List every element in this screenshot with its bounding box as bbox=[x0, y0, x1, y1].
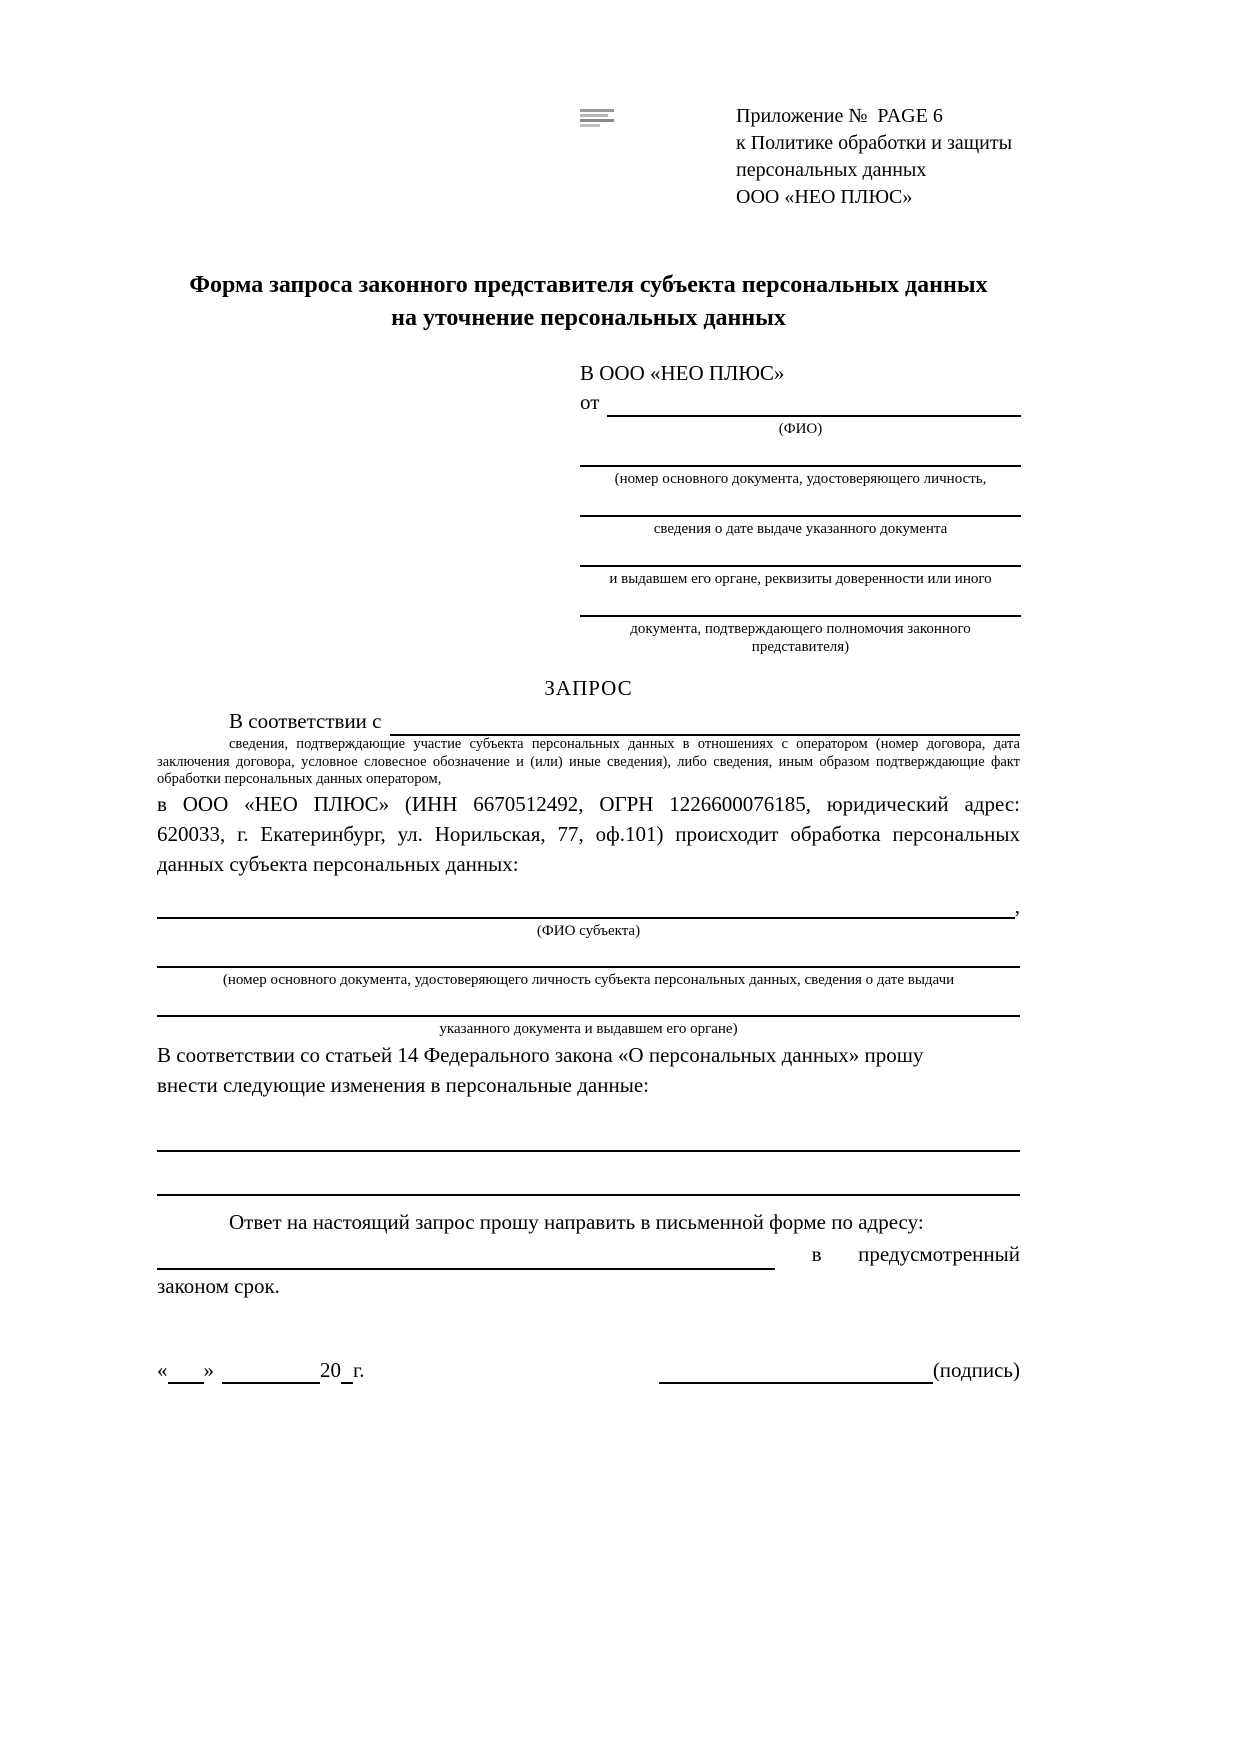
doc-caption-2: сведения о дате выдаче указанного документа bbox=[653, 521, 948, 537]
fine-print-line-3: обработки персональных данных оператором, bbox=[157, 771, 442, 787]
date-year: 20 bbox=[320, 1357, 341, 1382]
subject-doc-blank-line-1 bbox=[157, 940, 1020, 968]
addressee-block bbox=[580, 359, 1021, 656]
doc-blank-line-4 bbox=[580, 588, 1021, 617]
footer-row bbox=[157, 1356, 1020, 1384]
doc-caption-3: и выдавшем его органе, реквизиты доверенности или иного bbox=[609, 571, 992, 587]
subject-doc-caption-2: указанного документа и выдавшем его органе) bbox=[439, 1020, 738, 1037]
trailing-comma: , bbox=[1014, 893, 1020, 918]
accordance-row bbox=[157, 707, 1020, 736]
date-open-quote: « bbox=[157, 1357, 168, 1382]
date-year-era: г. bbox=[353, 1357, 365, 1382]
doc-caption-1: (номер основного документа, удостоверяющего личность, bbox=[614, 471, 987, 487]
subject-fio-caption: (ФИО субъекта) bbox=[536, 922, 641, 939]
article-line-1: В соответствии со статьей 14 Федерального закона «О персональных данных» прошу bbox=[157, 1042, 924, 1067]
request-heading: ЗАПРОС bbox=[544, 676, 633, 700]
doc-blank-line-1 bbox=[580, 438, 1021, 467]
header-row bbox=[157, 103, 1020, 211]
response-in-word: в bbox=[811, 1241, 822, 1266]
date-close-quote: » bbox=[203, 1357, 214, 1382]
signature-group bbox=[659, 1356, 1020, 1384]
article-paragraph bbox=[157, 1040, 1020, 1100]
from-row bbox=[580, 388, 1021, 417]
date-month-blank bbox=[222, 1364, 320, 1384]
article-line-2: внести следующие изменения в персональные данные: bbox=[157, 1072, 649, 1097]
changes-blank-line-1 bbox=[157, 1110, 1020, 1152]
addressee-to: В ООО «НЕО ПЛЮС» bbox=[580, 361, 785, 385]
title-line-2: на уточнение персональных данных bbox=[391, 305, 786, 331]
accordance-blank-line bbox=[390, 710, 1021, 736]
address-blank-line bbox=[157, 1244, 775, 1270]
doc-blank-line-2 bbox=[580, 488, 1021, 517]
appendix-line: персональных данных bbox=[736, 159, 927, 181]
fio-caption: (ФИО) bbox=[778, 421, 823, 437]
field-code-icon bbox=[580, 109, 614, 129]
response-stipulated-word: предусмотренный bbox=[858, 1241, 1020, 1266]
date-year-blank bbox=[341, 1364, 353, 1384]
operator-line-1: в ООО «НЕО ПЛЮС» (ИНН 6670512492, ОГРН 1226600076185, юридический адрес: bbox=[157, 791, 1020, 816]
operator-line-3: данных субъекта персональных данных: bbox=[157, 851, 519, 876]
appendix-line: ООО «НЕО ПЛЮС» bbox=[736, 186, 913, 208]
subject-doc-caption-1: (номер основного документа, удостоверяющего личность субъекта персональных данных, сведения о дате выдачи bbox=[222, 971, 955, 988]
operator-paragraph bbox=[157, 789, 1020, 879]
fine-print bbox=[157, 736, 1020, 789]
fine-print-line-2: заключения договора, условное словесное обозначение и (или) иные сведения), либо сведения, иным образом подтверждающие факт bbox=[157, 753, 1020, 770]
doc-blank-line-3 bbox=[580, 538, 1021, 567]
subject-doc-blank-line-2 bbox=[157, 989, 1020, 1017]
signature-caption: (подпись) bbox=[932, 1357, 1020, 1382]
fine-print-line-1: сведения, подтверждающие участие субъекта персональных данных в отношениях с оператором (номер договора, дата bbox=[229, 736, 1020, 752]
response-block bbox=[157, 1206, 1020, 1302]
title-line-1: Форма запроса законного представителя субъекта персональных данных bbox=[189, 272, 988, 298]
page-title bbox=[157, 269, 1020, 335]
date-day-blank bbox=[168, 1364, 204, 1384]
response-address-row bbox=[157, 1238, 1020, 1270]
response-intro: Ответ на настоящий запрос прошу направить в письменной форме по адресу: bbox=[229, 1209, 924, 1234]
from-blank-line bbox=[607, 391, 1021, 417]
appendix-line: к Политике обработки и защиты bbox=[736, 132, 1013, 154]
changes-blank-line-2 bbox=[157, 1152, 1020, 1196]
appendix-note bbox=[736, 103, 1012, 211]
subject-fio-row bbox=[157, 893, 1020, 919]
subject-fio-blank-line bbox=[157, 895, 1015, 919]
from-label: от bbox=[580, 390, 600, 414]
accordance-label: В соответствии с bbox=[229, 709, 382, 733]
signature-blank-line bbox=[659, 1360, 933, 1384]
doc-caption-4: документа, подтверждающего полномочия законного представителя) bbox=[630, 621, 971, 655]
response-tail: законом срок. bbox=[157, 1273, 280, 1298]
appendix-line: Приложение № PAGE 6 bbox=[736, 105, 943, 127]
operator-line-2: 620033, г. Екатеринбург, ул. Норильская, 77, оф.101) происходит обработка персональных bbox=[157, 821, 1020, 846]
